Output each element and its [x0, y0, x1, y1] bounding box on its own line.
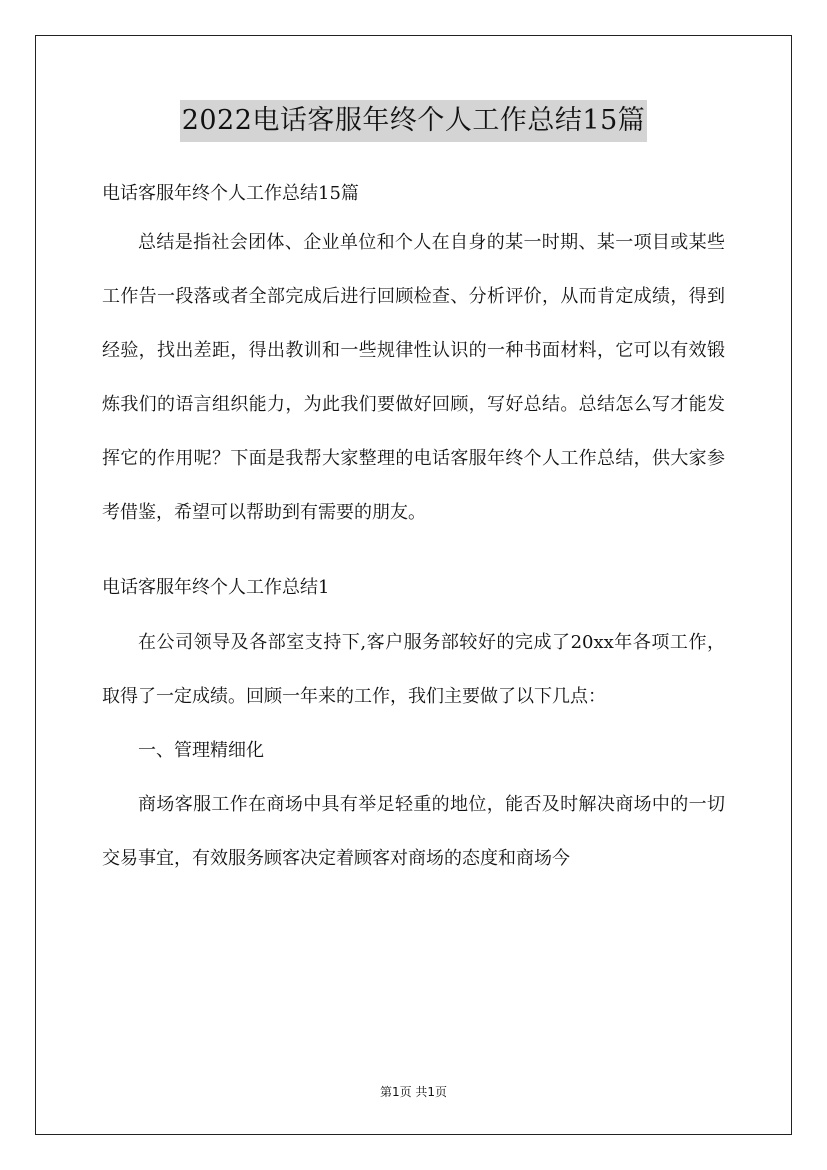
- section-heading: 电话客服年终个人工作总结1: [102, 577, 330, 598]
- intro-paragraph: 总结是指社会团体、企业单位和个人在自身的某一时期、某一项目或某些工作告一段落或者全部完成后进行回顾检查、分析评价，从而肯定成绩，得到经验，找出差距，得出教训和一些规律性认识的一种书面材料，它可以有效锻炼我们的语言组织能力，为此我们要做好回顾，写好总结。总结怎么写才能发挥它的作用呢？下面是我帮大家整理的电话客服年终个人工作总结，供大家参考借鉴，希望可以帮助到有需要的朋友。: [102, 232, 725, 523]
- document-body: [102, 172, 725, 886]
- spacer: [102, 540, 725, 566]
- document-subtitle: 电话客服年终个人工作总结15篇: [102, 183, 359, 204]
- page-footer: 第1页 共1页: [379, 1085, 448, 1099]
- section-paragraph: 在公司领导及各部室支持下,客户服务部较好的完成了20xx年各项工作，取得了一定成绩。回顾一年来的工作，我们主要做了以下几点：: [102, 632, 725, 707]
- section-paragraph: 商场客服工作在商场中具有举足轻重的地位，能否及时解决商场中的一切交易事宜，有效服务顾客决定着顾客对商场的态度和商场今: [102, 794, 725, 869]
- document-title-text: 2022电话客服年终个人工作总结15篇: [180, 100, 648, 142]
- section-subheading: 一、管理精细化: [138, 740, 264, 761]
- document-title: [0, 100, 827, 142]
